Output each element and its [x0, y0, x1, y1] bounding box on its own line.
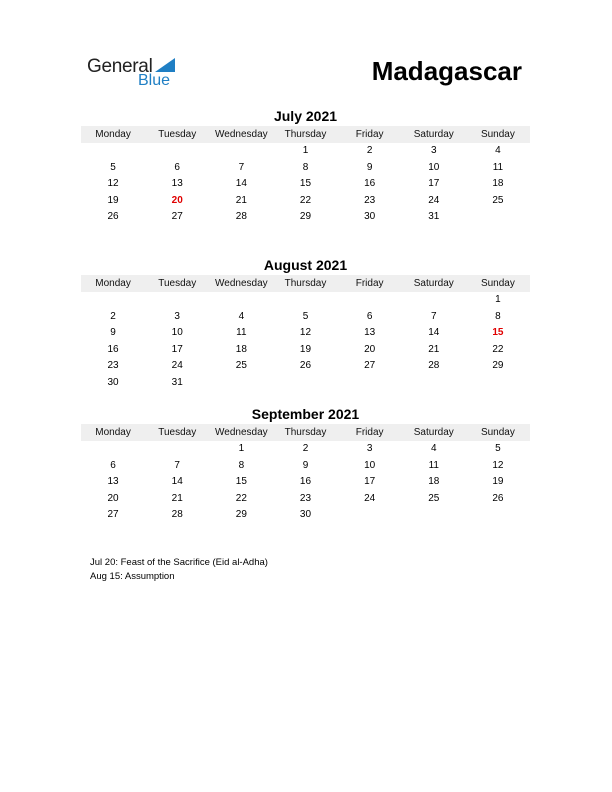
day-cell: 31	[428, 211, 440, 222]
day-cell: 28	[428, 360, 440, 371]
day-cell: 20	[171, 194, 183, 206]
weekday-label: Monday	[95, 278, 131, 289]
weekday-label: Sunday	[480, 278, 515, 289]
day-cell: 4	[430, 443, 437, 454]
day-cell	[145, 143, 209, 160]
day-cell: 14	[235, 178, 247, 189]
day-cell: 1	[302, 145, 309, 156]
day-cell: 14	[428, 327, 440, 338]
weekday-label: Friday	[355, 129, 384, 140]
day-cell: 13	[107, 476, 119, 487]
country-title: Madagascar	[371, 56, 522, 86]
day-cell: 14	[171, 476, 183, 487]
day-cell: 16	[364, 178, 376, 189]
day-cell: 13	[364, 327, 376, 338]
weekday-label: Sunday	[480, 427, 515, 438]
day-cell: 10	[171, 327, 183, 338]
day-cell: 30	[107, 376, 119, 388]
day-cell: 24	[364, 492, 376, 504]
week-row	[81, 325, 530, 342]
day-cell: 15	[235, 476, 247, 487]
month-title: September 2021	[251, 406, 360, 422]
week-row	[81, 160, 530, 177]
day-cell: 24	[171, 360, 183, 371]
logo-blue-text: Blue	[138, 72, 171, 89]
day-cell: 1	[238, 443, 245, 454]
day-cell	[81, 143, 145, 160]
day-cell: 20	[107, 492, 119, 504]
day-cell: 30	[364, 211, 376, 222]
day-cell	[338, 292, 402, 309]
day-cell: 31	[171, 376, 183, 388]
day-cell: 12	[492, 459, 504, 471]
day-cell	[81, 292, 145, 309]
day-cell: 13	[171, 178, 183, 189]
day-cell: 11	[236, 327, 247, 338]
day-cell	[402, 507, 466, 524]
day-cell: 17	[364, 476, 376, 487]
day-cell	[81, 441, 145, 458]
weekday-label: Thursday	[284, 427, 327, 438]
day-cell: 11	[428, 459, 439, 471]
day-cell: 21	[171, 492, 183, 504]
day-cell: 18	[428, 476, 440, 487]
day-cell: 26	[299, 360, 312, 371]
day-cell: 21	[235, 194, 247, 206]
day-cell: 23	[299, 492, 312, 504]
month-august	[81, 256, 530, 391]
day-cell	[145, 441, 209, 458]
day-cell: 26	[107, 211, 119, 222]
day-cell: 9	[302, 459, 309, 471]
weekday-label: Friday	[355, 427, 384, 438]
day-cell: 16	[299, 476, 312, 487]
day-cell: 22	[492, 343, 504, 355]
day-cell: 18	[492, 178, 504, 189]
day-cell	[338, 375, 402, 392]
day-cell: 6	[110, 459, 116, 471]
day-cell: 25	[492, 194, 504, 206]
day-cell	[145, 292, 209, 309]
week-row	[81, 292, 530, 309]
day-cell: 5	[110, 161, 116, 173]
weekday-header	[81, 424, 530, 441]
day-cell: 6	[366, 310, 373, 322]
day-cell: 6	[174, 161, 180, 173]
weekday-label: Saturday	[413, 129, 454, 140]
weekday-label: Tuesday	[158, 427, 197, 438]
holiday-note: Jul 20: Feast of the Sacrifice (Eid al-Adha)	[90, 557, 268, 568]
day-cell	[402, 292, 466, 309]
weekday-label: Friday	[355, 278, 384, 289]
week-row	[81, 491, 530, 508]
logo	[87, 56, 187, 92]
day-cell	[209, 143, 273, 160]
weekday-label: Sunday	[480, 129, 515, 140]
day-cell: 5	[302, 310, 309, 322]
week-row	[81, 143, 530, 160]
day-cell: 11	[492, 161, 504, 173]
weekday-label: Monday	[95, 129, 131, 140]
day-cell: 19	[492, 476, 504, 487]
day-cell: 15	[299, 178, 312, 189]
day-cell: 23	[364, 194, 376, 206]
weekday-label: Thursday	[284, 278, 327, 289]
day-cell: 29	[235, 509, 247, 520]
day-cell: 24	[428, 194, 440, 206]
day-cell: 25	[428, 492, 440, 504]
day-cell: 4	[238, 310, 245, 322]
day-cell: 9	[110, 327, 116, 338]
day-cell: 27	[171, 211, 183, 222]
day-cell: 17	[428, 178, 440, 189]
day-cell: 27	[107, 509, 119, 520]
day-cell: 3	[366, 443, 373, 454]
day-cell: 16	[107, 343, 119, 355]
day-cell: 17	[171, 343, 183, 355]
month-september	[81, 405, 530, 524]
day-cell: 28	[171, 509, 183, 520]
day-cell: 1	[495, 294, 501, 305]
week-row	[81, 176, 530, 193]
weekday-label: Wednesday	[215, 427, 268, 438]
day-cell: 25	[235, 360, 247, 371]
holiday-note: Aug 15: Assumption	[90, 570, 175, 582]
day-cell: 2	[110, 310, 116, 322]
day-cell: 12	[299, 327, 312, 338]
weekday-label: Wednesday	[215, 278, 268, 289]
day-cell	[273, 292, 337, 309]
day-cell: 12	[107, 178, 119, 189]
weekday-label: Wednesday	[215, 129, 268, 140]
day-cell: 19	[299, 343, 312, 355]
day-cell: 7	[174, 459, 180, 471]
day-cell	[402, 375, 466, 392]
day-cell	[466, 209, 530, 226]
day-cell: 22	[235, 492, 247, 504]
day-cell: 26	[492, 492, 504, 504]
day-cell: 10	[364, 459, 376, 471]
day-cell: 3	[430, 145, 437, 156]
day-cell: 7	[430, 310, 437, 322]
day-cell	[466, 507, 530, 524]
weekday-header	[81, 275, 530, 292]
day-cell: 8	[238, 459, 245, 471]
week-row	[81, 474, 530, 491]
day-cell: 9	[366, 161, 373, 173]
day-cell: 18	[235, 343, 247, 355]
day-cell: 7	[238, 161, 245, 173]
day-cell: 20	[364, 343, 376, 355]
weekday-label: Saturday	[413, 427, 454, 438]
day-cell: 28	[235, 211, 247, 222]
day-cell: 2	[366, 145, 373, 156]
day-cell: 8	[302, 161, 309, 173]
day-cell: 5	[495, 443, 501, 454]
day-cell: 4	[495, 145, 501, 156]
week-row	[81, 342, 530, 359]
week-row	[81, 507, 530, 524]
day-cell	[209, 375, 273, 392]
day-cell: 27	[364, 360, 376, 371]
week-row	[81, 193, 530, 210]
week-row	[81, 358, 530, 375]
weekday-label: Tuesday	[158, 278, 197, 289]
day-cell: 30	[299, 509, 312, 520]
weekday-label: Saturday	[413, 278, 454, 289]
holiday-notes	[90, 556, 268, 583]
day-cell: 8	[495, 310, 501, 322]
day-cell: 10	[428, 161, 440, 173]
day-cell: 2	[302, 443, 309, 454]
day-cell: 29	[299, 211, 312, 222]
week-row	[81, 375, 530, 392]
logo-general-text: General	[87, 56, 153, 77]
month-title: July 2021	[273, 108, 338, 124]
day-cell: 29	[492, 360, 504, 371]
day-cell: 19	[107, 194, 119, 206]
weekday-header	[81, 126, 530, 143]
day-cell: 23	[107, 360, 119, 371]
week-row	[81, 209, 530, 226]
day-cell: 21	[428, 343, 440, 355]
day-cell	[338, 507, 402, 524]
logo-triangle-icon	[155, 58, 175, 72]
day-cell	[466, 375, 530, 392]
day-cell: 3	[174, 310, 180, 322]
day-cell: 15	[492, 327, 504, 338]
weekday-label: Thursday	[284, 129, 327, 140]
day-cell	[273, 375, 337, 392]
month-july	[81, 107, 530, 226]
week-row	[81, 458, 530, 475]
week-row	[81, 441, 530, 458]
month-title: August 2021	[263, 257, 348, 273]
weekday-label: Monday	[95, 427, 131, 438]
week-row	[81, 309, 530, 326]
day-cell	[209, 292, 273, 309]
day-cell: 22	[299, 194, 312, 206]
weekday-label: Tuesday	[158, 129, 197, 140]
